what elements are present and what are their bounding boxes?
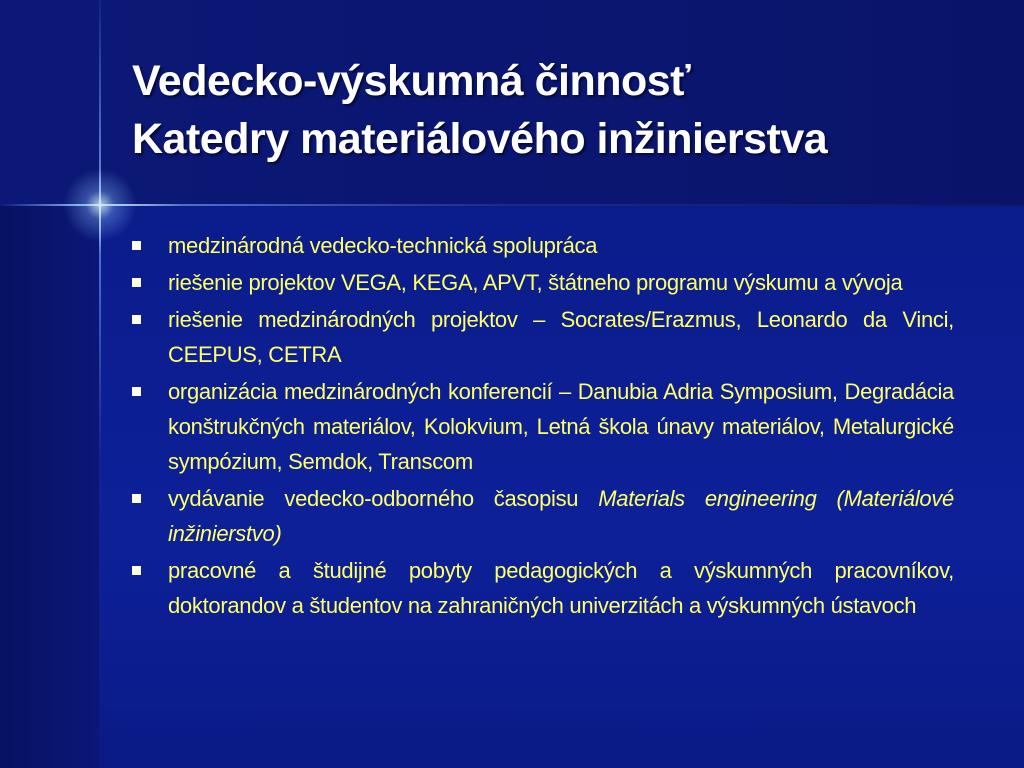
slide-title [132, 52, 992, 168]
bullet-text: medzinárodná vedecko-technická spolupráca [168, 233, 598, 258]
list-item [130, 302, 954, 372]
horizontal-light-line [0, 204, 1024, 206]
bullet-text: organizácia medzinárodných konferencií – Danubia Adria Symposium, Degradácia konštrukčných materiálov, Kolokvium, Letná škola únavy materiálov, Metalurgické sympózium, Semdok, Transcom [168, 379, 954, 474]
list-item [130, 228, 954, 263]
title-line-1: Vedecko-výskumná činnosť [132, 57, 691, 105]
bullet-text: riešenie medzinárodných projektov – Socrates/Erazmus, Leonardo da Vinci, CEEPUS, CETRA [168, 307, 954, 367]
bullet-text: vydávanie vedecko-odborného časopisu [168, 486, 599, 511]
bullet-text: riešenie projektov VEGA, KEGA, APVT, štátneho programu výskumu a vývoja [168, 270, 903, 295]
star-glow-icon [60, 165, 140, 245]
square-bullet-icon [132, 241, 141, 250]
list-item [130, 553, 954, 623]
list-item [130, 374, 954, 479]
square-bullet-icon [132, 315, 141, 324]
title-line-2: Katedry materiálového inžinierstva [132, 115, 828, 163]
list-item [130, 481, 954, 551]
square-bullet-icon [132, 278, 141, 287]
list-item [130, 265, 954, 300]
journal-name: Materials engineering (Materiálové inžinierstvo) [168, 486, 954, 546]
bullet-list [130, 228, 954, 625]
square-bullet-icon [132, 566, 141, 575]
bullet-text: pracovné a študijné pobyty pedagogických a výskumných pracovníkov, doktorandov a študentov na zahraničných univerzitách a výskumných ústavoch [168, 558, 954, 618]
square-bullet-icon [132, 494, 141, 503]
vertical-light-line [99, 0, 101, 768]
square-bullet-icon [132, 387, 141, 396]
